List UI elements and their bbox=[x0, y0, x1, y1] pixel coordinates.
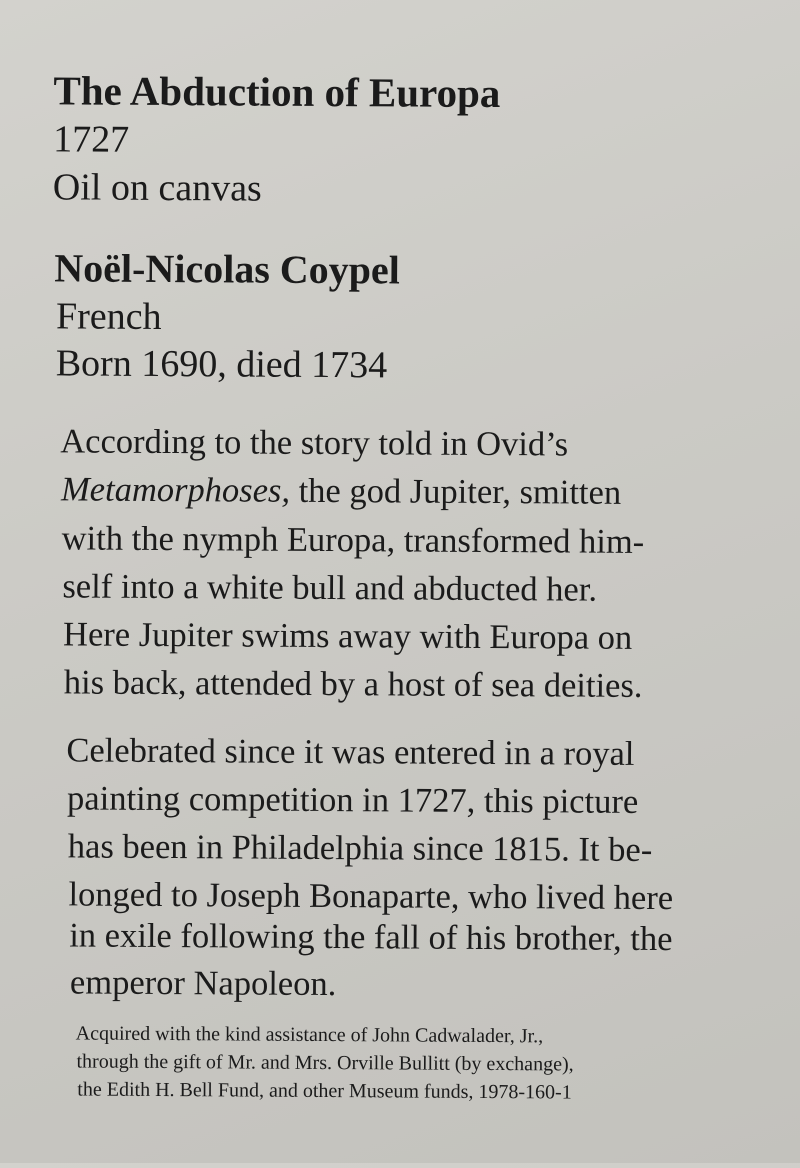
paragraph-line: self into a white bull and abducted her. bbox=[62, 567, 598, 609]
paragraph-line: Celebrated since it was entered in a royal bbox=[66, 731, 635, 773]
artist-name: Noël-Nicolas Coypel bbox=[54, 245, 401, 293]
paragraph-line: has been in Philadelphia since 1815. It be- bbox=[67, 827, 653, 869]
paragraph-line: in exile following the fall of his brother, the bbox=[69, 916, 673, 959]
paragraph-line: emperor Napoleon. bbox=[69, 963, 337, 1004]
paragraph-line: Here Jupiter swims away with Europa on bbox=[63, 615, 633, 657]
paragraph-line: longed to Joseph Bonaparte, who lived here bbox=[68, 875, 674, 918]
paragraph-line: According to the story told in Ovid’s bbox=[60, 422, 569, 464]
paragraph-line: painting competition in 1727, this picture bbox=[67, 779, 639, 821]
artwork-medium: Oil on canvas bbox=[52, 166, 262, 210]
paragraph-line: his back, attended by a host of sea deities. bbox=[63, 663, 643, 705]
paragraph-line bbox=[61, 470, 621, 512]
artist-life-dates: Born 1690, died 1734 bbox=[55, 342, 388, 387]
credit-line-text: the Edith H. Bell Fund, and other Museum funds, 1978-160-1 bbox=[77, 1078, 572, 1104]
credit-line-text: through the gift of Mr. and Mrs. Orville Bullitt (by exchange), bbox=[76, 1050, 574, 1076]
artwork-title: The Abduction of Europa bbox=[53, 67, 501, 117]
book-title: Metamorphoses, bbox=[60, 470, 291, 510]
artist-nationality: French bbox=[55, 295, 162, 338]
artwork-date: 1727 bbox=[53, 118, 130, 161]
credit-line-text: Acquired with the kind assistance of John Cadwalader, Jr., bbox=[75, 1022, 544, 1048]
paragraph-line: with the nymph Europa, transformed him- bbox=[61, 519, 645, 561]
paragraph-line-rest: the god Jupiter, smitten bbox=[289, 471, 622, 512]
